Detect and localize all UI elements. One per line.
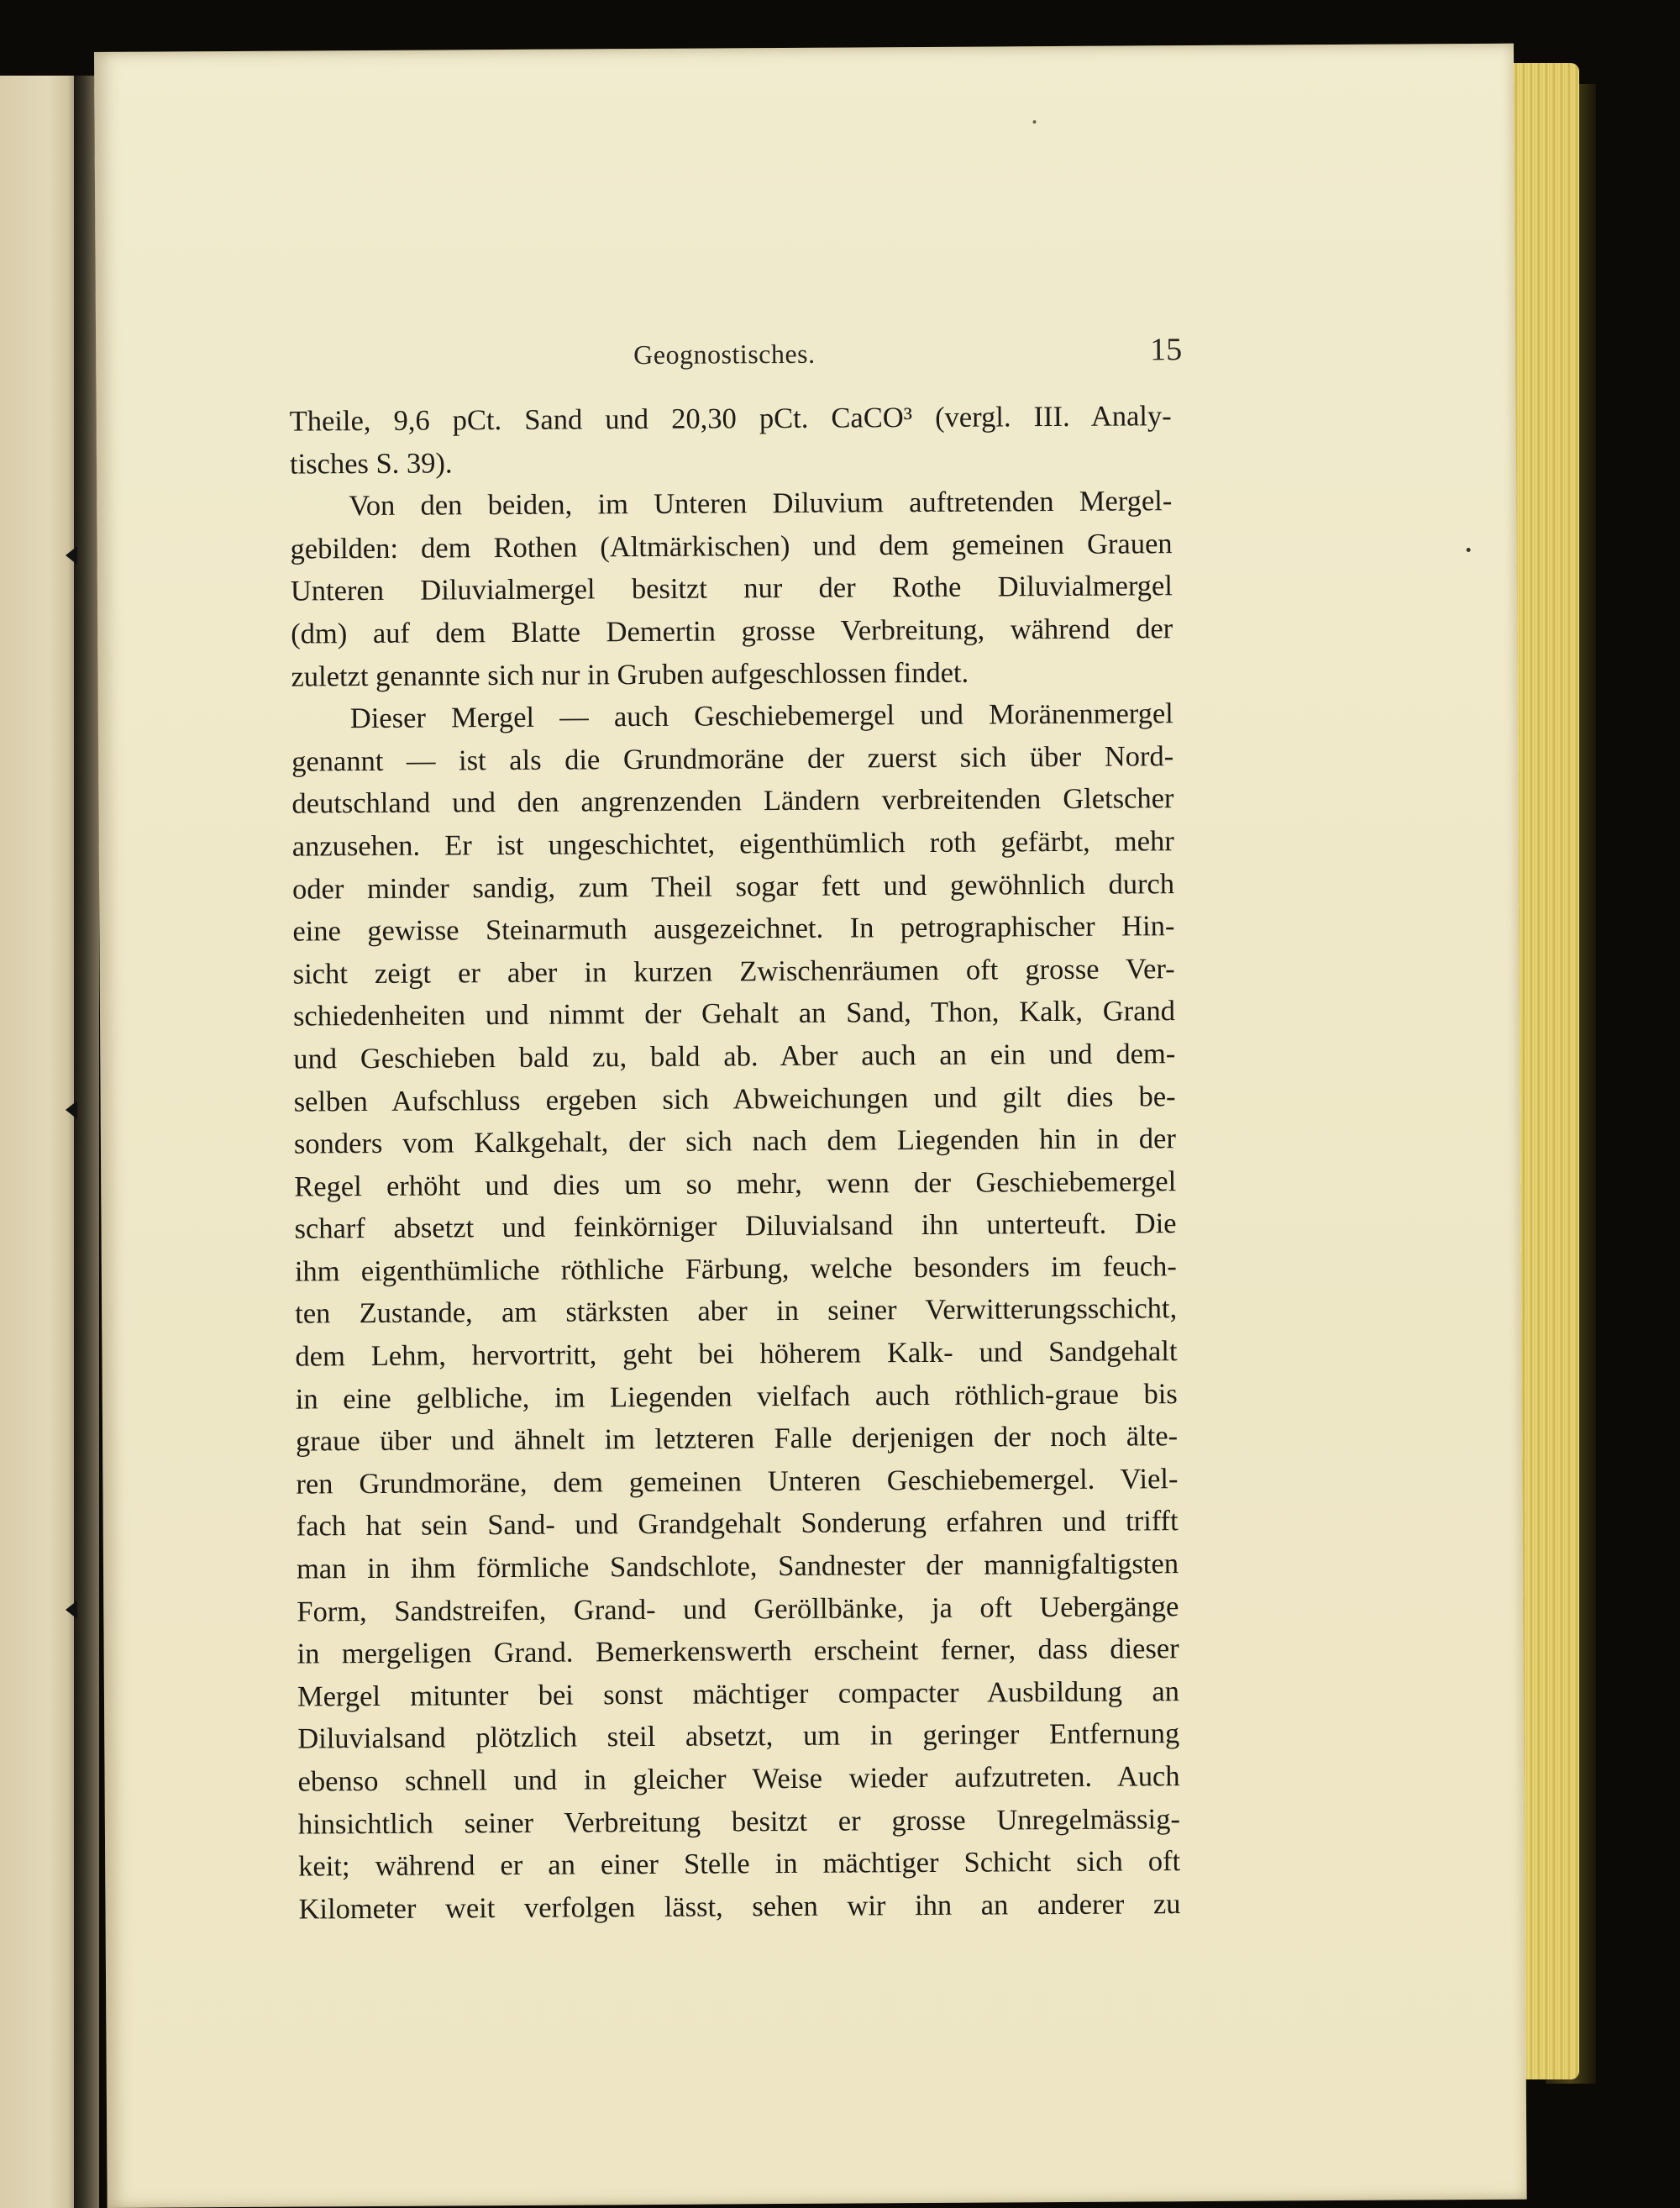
text-line: Theile, 9,6 pCt. Sand und 20,30 pCt. CaCO³ (vergl. III. Analy- [289,400,1172,438]
text-line: deutschland und den angrenzenden Ländern verbreitenden Gletscher [291,782,1174,820]
text-line: Unteren Diluvialmergel besitzt nur der Rothe Diluvialmergel [290,570,1173,607]
running-title: Geognostisches. [633,338,816,371]
text-line: tisches S. 39). [289,446,453,481]
text-line: dem Lehm, hervortritt, geht bei höherem Kalk- und Sandgehalt [295,1335,1178,1373]
book-page [94,44,1527,2208]
text-line: ten Zustande, am stärksten aber in seiner Verwitterungsschicht, [295,1292,1178,1331]
text-line: eine gewisse Steinarmuth ausgezeichnet. In petrographischer Hin- [292,910,1175,948]
text-line: hinsichtlich seiner Verbreitung besitzt er grosse Unregelmässig- [297,1802,1180,1841]
text-line: in mergeligen Grand. Bemerkenswerth erscheint ferner, dass dieser [297,1632,1179,1670]
text-line: Mergel mitunter bei sonst mächtiger compacter Ausbildung an [297,1674,1180,1713]
text-line: selben Aufschluss ergeben sich Abweichungen und gilt dies be- [293,1080,1176,1118]
body-text [290,395,1181,1931]
text-line: man in ihm förmliche Sandschlote, Sandnester der mannigfaltigsten [296,1548,1179,1585]
page-number: 15 [1150,332,1183,368]
facing-page-edge [0,76,80,2208]
text-line: Kilometer weit verfolgen lässt, sehen wir ihn an anderer zu [298,1887,1181,1926]
text-line: Von den beiden, im Unteren Diluvium auftretenden Mergel- [349,485,1173,523]
text-line: Dieser Mergel — auch Geschiebemergel und Moränenmergel [349,697,1173,735]
text-line: sonders vom Kalkgehalt, der sich nach dem Liegenden hin in der [293,1122,1177,1160]
speck [1467,548,1471,552]
text-line: anzusehen. Er ist ungeschichtet, eigenthümlich roth gefärbt, mehr [291,825,1174,863]
text-line: gebilden: dem Rothen (Altmärkischen) und dem gemeinen Grauen [290,527,1173,565]
text-line: zuletzt genannte sich nur in Gruben aufgeschlossen findet. [291,656,969,693]
text-line: (dm) auf dem Blatte Demertin grosse Verbreitung, während der [291,612,1173,650]
speck [1033,120,1037,124]
text-line: ebenso schnell und in gleicher Weise wieder aufzutreten. Auch [297,1760,1180,1798]
text-line: schiedenheiten und nimmt der Gehalt an Sand, Thon, Kalk, Grand [292,995,1176,1033]
text-line: genannt — ist als die Grundmoräne der zuerst sich über Nord- [291,739,1174,778]
text-line: fach hat sein Sand- und Grandgehalt Sonderung erfahren und trifft [296,1505,1179,1543]
text-line: Form, Sandstreifen, Grand- und Geröllbänke, ja oft Uebergänge [297,1590,1179,1628]
text-line: Diluvialsand plötzlich steil absetzt, um in geringer Entfernung [297,1717,1180,1755]
text-line: graue über und ähnelt im letzteren Falle derjenigen der noch älte- [295,1420,1179,1458]
text-line: Regel erhöht und dies um so mehr, wenn der Geschiebemergel [294,1164,1177,1203]
text-line: oder minder sandig, zum Theil sogar fett und gewöhnlich durch [291,867,1175,906]
text-line: sicht zeigt er aber in kurzen Zwischenräumen oft grosse Ver- [292,952,1175,991]
text-line: in eine gelbliche, im Liegenden vielfach auch röthlich-graue bis [295,1377,1178,1416]
text-line: ihm eigenthümliche röthliche Färbung, welche besonders im feuch- [294,1250,1177,1288]
text-line: keit; während er an einer Stelle in mächtiger Schicht sich oft [298,1845,1181,1883]
text-line: ren Grundmoräne, dem gemeinen Unteren Geschiebemergel. Viel- [296,1462,1179,1501]
text-line: und Geschieben bald zu, bald ab. Aber auch an ein und dem- [293,1038,1176,1075]
text-line: scharf absetzt und feinkörniger Diluvialsand ihn unterteuft. Die [294,1207,1177,1245]
